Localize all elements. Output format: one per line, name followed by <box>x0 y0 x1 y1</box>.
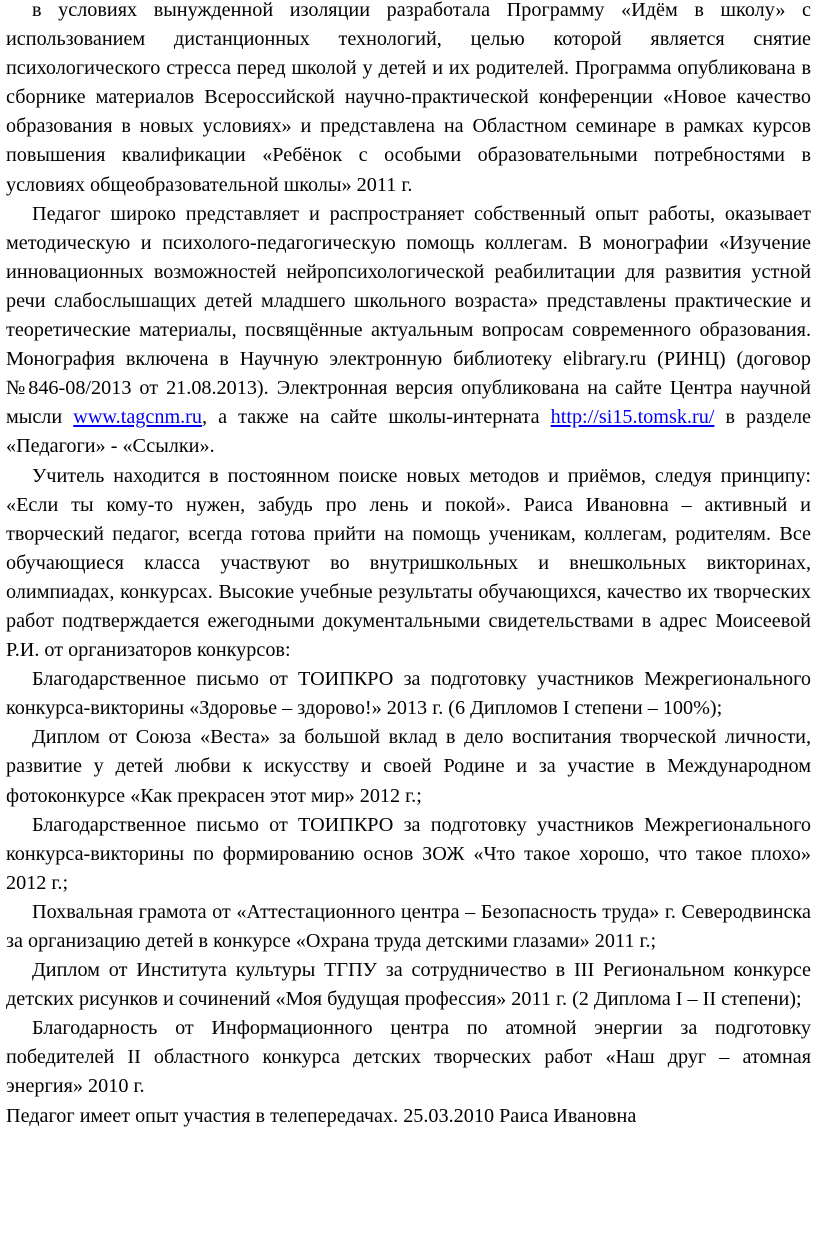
tagcnm-link[interactable]: www.tagcnm.ru <box>73 406 203 429</box>
award-item: Диплом от Союза «Веста» за большой вклад в дело воспитания творческой личности, развитие у детей любви к искусству и своей Родине и за участие в Международном фотоконкурсе «Как прекрасен этот мир» 2012 г.; <box>6 726 811 807</box>
school-site-link[interactable]: http://si15.tomsk.ru/ <box>550 406 715 429</box>
paragraph-text-between-links: , а также на сайте школы-интерната <box>202 406 551 429</box>
award-item: Благодарственное письмо от ТОИПКРО за подготовку участников Межрегионального конкурса-викторины по формированию основ ЗОЖ «Что такое хорошо, что такое плохо» 2012 г.; <box>6 813 811 894</box>
award-item: Благодарственное письмо от ТОИПКРО за подготовку участников Межрегионального конкурса-викторины «Здоровье – здорово!» 2013 г. (6 Дипломов I степени – 100%); <box>6 668 811 720</box>
paragraph-text-after-link: в разделе «Педагоги» - «Ссылки». <box>6 406 811 458</box>
paragraph-experience-sharing <box>6 200 811 462</box>
award-item: Благодарность от Информационного центра по атомной энергии за подготовку победителей II областного конкурса детских творческих работ «Наш друг – атомная энергия» 2010 г. <box>6 1017 811 1098</box>
paragraph-program-description: в условиях вынужденной изоляции разработала Программу «Идём в школу» с использованием дистанционных технологий, целью которой является снятие психологического стресса перед школой у детей и их родителей. Программа опубликована в сборнике материалов Всероссийской научно-практической конференции «Новое качество образования в новых условиях» и представлена на Областном семинаре в рамках курсов повышения квалификации «Ребёнок с особыми образовательными потребностями в условиях общеобразовательной школы» 2011 г. <box>6 0 811 196</box>
award-item: Похвальная грамота от «Аттестационного центра – Безопасность труда» г. Северодвинска за организацию детей в конкурсе «Охрана труда детскими глазами» 2011 г.; <box>6 900 811 952</box>
paragraph-teacher-achievements: Учитель находится в постоянном поиске новых методов и приёмов, следуя принципу: «Если ты кому-то нужен, забудь про лень и покой». Раиса Ивановна – активный и творческий педагог, всегда готова прийти на помощь ученикам, коллегам, родителям. Все обучающиеся класса участвуют во внутришкольных и внешкольных викторинах, олимпиадах, конкурсах. Высокие учебные результаты обучающихся, качество их творческих работ подтверждается ежегодными документальными свидетельствами в адрес Моисеевой Р.И. от организаторов конкурсов: <box>6 464 811 662</box>
award-item: Диплом от Института культуры ТГПУ за сотрудничество в III Региональном конкурсе детских рисунков и сочинений «Моя будущая профессия» 2011 г. (2 Диплома I – II степени); <box>6 959 811 1011</box>
paragraph-text-before-link: Педагог широко представляет и распространяет собственный опыт работы, оказывает методическую и психолого-педагогическую помощь коллегам. В монографии «Изучение инновационных возможностей нейропсихологической реабилитации для развития устной речи слабослышащих детей младшего школьного возраста» представлены практические и теоретические материалы, посвящённые актуальным вопросам современного образования. Монография включена в Научную электронную библиотеку elibrary.ru (РИНЦ) (договор №846-08/2013 от 21.08.2013). Электронная версия опубликована на сайте Центра научной мысли <box>6 202 811 429</box>
paragraph-tv-experience: Педагог имеет опыт участия в телепередачах. 25.03.2010 Раиса Ивановна <box>6 1104 637 1127</box>
